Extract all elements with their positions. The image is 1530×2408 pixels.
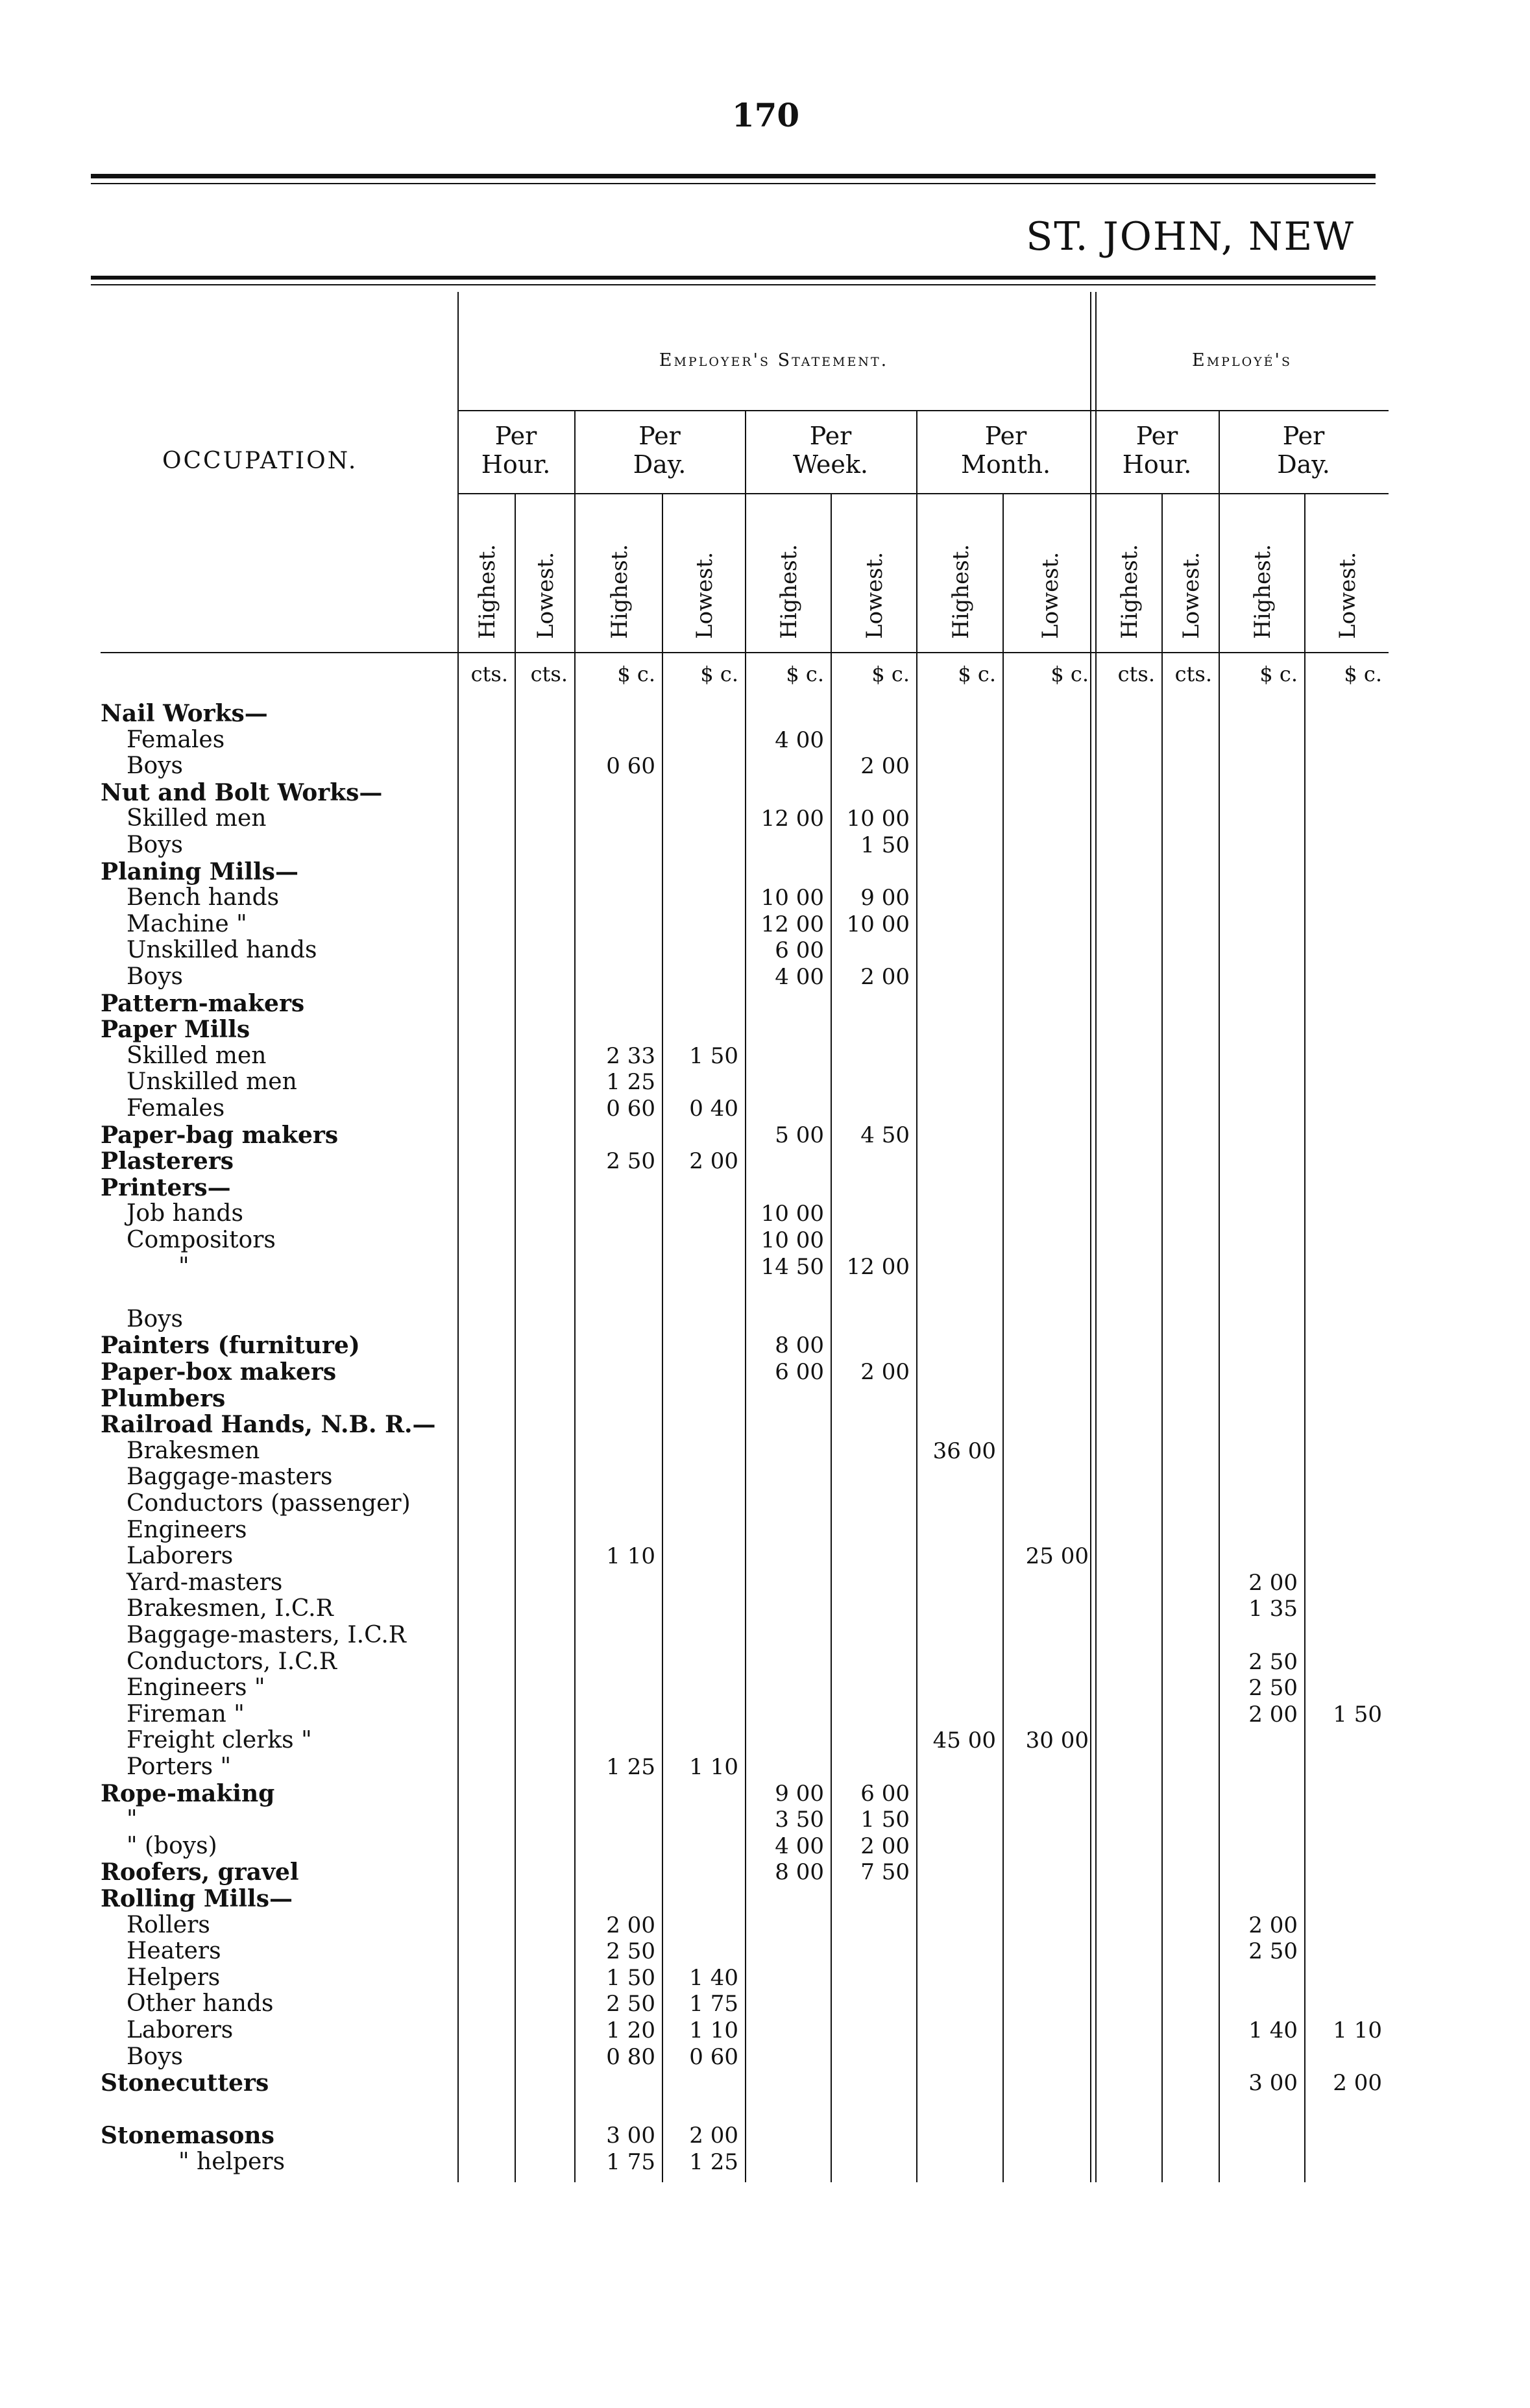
occupation-label: Females xyxy=(127,726,225,753)
period-header: Per Hour. xyxy=(1122,422,1192,479)
period-header: Per Day. xyxy=(633,422,686,479)
column-label-lowest: Lowest. xyxy=(533,551,559,639)
cell-value: 1 50 xyxy=(860,1807,910,1833)
occupation-label: Rollers xyxy=(127,1911,210,1938)
header-employers-statement: Employer's Statement. xyxy=(659,350,889,370)
header-rule-thin xyxy=(91,284,1376,285)
cell-value: 2 33 xyxy=(606,1042,655,1069)
cell-value: 2 50 xyxy=(606,1938,655,1965)
cell-value: 12 00 xyxy=(760,806,824,832)
cell-value: 14 50 xyxy=(760,1253,824,1280)
cell-value: 2 00 xyxy=(860,753,910,780)
occupation-label: Boys xyxy=(127,963,183,990)
occupation-label: Rope-making xyxy=(101,1779,275,1807)
cell-value: 2 00 xyxy=(1248,1569,1298,1596)
cell-value: 6 00 xyxy=(860,1780,910,1807)
occupation-label: Conductors, I.C.R xyxy=(127,1648,337,1675)
occupation-label: Printers— xyxy=(101,1174,231,1201)
occupation-label: Freight clerks " xyxy=(127,1727,312,1754)
column-label-highest: Highest. xyxy=(776,544,802,639)
occupation-label: Other hands xyxy=(127,1990,274,2017)
occupation-label: Plumbers xyxy=(101,1384,226,1412)
cell-value: 2 00 xyxy=(860,1359,910,1385)
column-rule xyxy=(1161,493,1163,2182)
cell-value: 3 00 xyxy=(1248,2070,1298,2097)
cell-value: 1 40 xyxy=(1248,2017,1298,2043)
cell-value: 1 50 xyxy=(1333,1701,1382,1728)
column-rule xyxy=(515,493,516,2182)
occupation-label: Machine " xyxy=(127,910,247,937)
occupation-label: Unskilled men xyxy=(127,1068,297,1096)
header-employes: Employé's xyxy=(1192,350,1292,370)
unit-label: $ c. xyxy=(1259,662,1298,686)
group-header-rule xyxy=(457,410,1389,411)
cell-value: 12 00 xyxy=(846,1253,910,1280)
top-rule-thin xyxy=(91,183,1376,184)
cell-value: 10 00 xyxy=(846,911,910,937)
column-rule xyxy=(1095,292,1097,2182)
cell-value: 2 50 xyxy=(1248,1938,1298,1965)
cell-value: 1 75 xyxy=(689,1991,738,2017)
period-header-rule xyxy=(457,493,1389,494)
occupation-label: Compositors xyxy=(127,1227,276,1253)
column-label-lowest: Lowest. xyxy=(1037,551,1063,639)
cell-value: 2 00 xyxy=(1248,1912,1298,1938)
occupation-label: Paper-box makers xyxy=(101,1358,337,1386)
column-rule xyxy=(831,493,832,2182)
occupation-label: Stonemasons xyxy=(101,2122,274,2150)
occupation-label: Painters (furniture) xyxy=(101,1332,360,1360)
cell-value: 2 00 xyxy=(1333,2070,1382,2097)
occupation-label: Roofers, gravel xyxy=(101,1859,299,1886)
occupation-header: OCCUPATION. xyxy=(162,448,358,474)
cell-value: 1 35 xyxy=(1248,1596,1298,1622)
cell-value: 12 00 xyxy=(760,911,824,937)
occupation-label: Brakesmen, I.C.R xyxy=(127,1595,334,1622)
occupation-label: Boys xyxy=(127,752,183,780)
cell-value: 4 50 xyxy=(860,1122,910,1148)
occupation-label: Yard-masters xyxy=(127,1569,283,1596)
unit-label: $ c. xyxy=(1344,662,1382,686)
top-rule-thick xyxy=(91,174,1376,178)
occupation-label: Heaters xyxy=(127,1938,221,1965)
unit-label: $ c. xyxy=(700,662,738,686)
cell-value: 1 20 xyxy=(606,2017,655,2043)
cell-value: 1 25 xyxy=(689,2149,738,2175)
cell-value: 2 50 xyxy=(1248,1648,1298,1675)
cell-value: 1 25 xyxy=(606,1069,655,1096)
column-label-lowest: Lowest. xyxy=(862,551,888,639)
occupation-label: " xyxy=(127,1806,138,1833)
cell-value: 45 00 xyxy=(932,1728,996,1754)
column-rule xyxy=(662,493,663,2182)
occupation-label: Baggage-masters, I.C.R xyxy=(127,1622,406,1648)
running-head: ST. JOHN, NEW xyxy=(1026,214,1355,259)
column-label-rule xyxy=(101,652,1389,653)
cell-value: 1 25 xyxy=(606,1754,655,1780)
cell-value: 2 00 xyxy=(1248,1701,1298,1728)
occupation-label: Railroad Hands, N.B. R.— xyxy=(101,1411,436,1439)
occupation-label: Helpers xyxy=(127,1964,221,1991)
occupation-label: Paper Mills xyxy=(101,1016,250,1044)
occupation-label: Boys xyxy=(127,1305,183,1332)
cell-value: 3 00 xyxy=(606,2123,655,2149)
occupation-label: Pattern-makers xyxy=(101,989,305,1017)
cell-value: 0 40 xyxy=(689,1096,738,1122)
cell-value: 10 00 xyxy=(760,885,824,911)
period-header: Per Month. xyxy=(960,422,1051,479)
cell-value: 1 10 xyxy=(689,2017,738,2043)
cell-value: 8 00 xyxy=(775,1332,824,1359)
cell-value: 1 75 xyxy=(606,2149,655,2175)
cell-value: 2 00 xyxy=(860,964,910,990)
occupation-label: Stonecutters xyxy=(101,2069,269,2097)
cell-value: 1 10 xyxy=(1333,2017,1382,2043)
occupation-label: Nail Works— xyxy=(101,700,268,727)
cell-value: 2 00 xyxy=(689,2123,738,2149)
occupation-label: Brakesmen xyxy=(127,1437,260,1464)
cell-value: 2 50 xyxy=(1248,1675,1298,1702)
period-header: Per Hour. xyxy=(481,422,551,479)
cell-value: 10 00 xyxy=(846,806,910,832)
occupation-label: Fireman " xyxy=(127,1700,245,1728)
cell-value: 2 00 xyxy=(860,1833,910,1859)
column-label-lowest: Lowest. xyxy=(1178,551,1204,639)
occupation-label: Porters " xyxy=(127,1753,232,1780)
cell-value: 5 00 xyxy=(775,1122,824,1148)
header-rule-thick xyxy=(91,276,1376,280)
occupation-label: Laborers xyxy=(127,2017,234,2043)
occupation-label: Engineers " xyxy=(127,1674,265,1702)
cell-value: 2 00 xyxy=(606,1912,655,1938)
occupation-label: Paper-bag makers xyxy=(101,1121,339,1149)
occupation-label: Females xyxy=(127,1095,225,1122)
column-label-highest: Highest. xyxy=(1250,544,1276,639)
cell-value: 7 50 xyxy=(860,1859,910,1886)
cell-value: 2 50 xyxy=(606,1148,655,1175)
occupation-label: Job hands xyxy=(127,1200,243,1227)
unit-label: cts. xyxy=(1117,662,1155,686)
cell-value: 1 10 xyxy=(606,1543,655,1570)
occupation-label: Boys xyxy=(127,832,183,858)
occupation-label: Plasterers xyxy=(101,1148,234,1175)
occupation-label: Engineers xyxy=(127,1516,247,1543)
occupation-label: " xyxy=(178,1253,189,1280)
occupation-label: Boys xyxy=(127,2043,183,2070)
occupation-label: Skilled men xyxy=(127,1042,267,1069)
cell-value: 1 50 xyxy=(689,1042,738,1069)
column-label-highest: Highest. xyxy=(947,544,974,639)
cell-value: 36 00 xyxy=(932,1438,996,1464)
unit-label: $ c. xyxy=(786,662,824,686)
cell-value: 1 50 xyxy=(606,1964,655,1991)
cell-value: 0 60 xyxy=(606,753,655,780)
unit-label: $ c. xyxy=(958,662,996,686)
unit-label: $ c. xyxy=(871,662,910,686)
cell-value: 25 00 xyxy=(1025,1543,1089,1570)
cell-value: 0 60 xyxy=(606,1096,655,1122)
occupation-label: Bench hands xyxy=(127,884,280,911)
unit-label: cts. xyxy=(470,662,508,686)
column-label-highest: Highest. xyxy=(474,544,500,639)
cell-value: 4 00 xyxy=(775,964,824,990)
occupation-label: " (boys) xyxy=(127,1832,217,1859)
occupation-label: " helpers xyxy=(178,2149,285,2175)
period-header: Per Week. xyxy=(792,422,869,479)
column-label-highest: Highest. xyxy=(606,544,633,639)
occupation-label: Conductors (passenger) xyxy=(127,1490,411,1517)
cell-value: 6 00 xyxy=(775,1359,824,1385)
cell-value: 2 50 xyxy=(606,1991,655,2017)
column-label-highest: Highest. xyxy=(1117,544,1143,639)
unit-label: cts. xyxy=(530,662,568,686)
occupation-label: Planing Mills— xyxy=(101,858,298,885)
cell-value: 0 80 xyxy=(606,2043,655,2070)
occupation-label: Rolling Mills— xyxy=(101,1885,293,1912)
occupation-label: Skilled men xyxy=(127,805,267,832)
cell-value: 1 50 xyxy=(860,832,910,858)
cell-value: 10 00 xyxy=(760,1227,824,1253)
cell-value: 9 00 xyxy=(860,885,910,911)
page-number: 170 xyxy=(731,96,800,134)
occupation-label: Nut and Bolt Works— xyxy=(101,778,383,806)
cell-value: 10 00 xyxy=(760,1201,824,1227)
cell-value: 6 00 xyxy=(775,937,824,964)
unit-label: $ c. xyxy=(1050,662,1089,686)
cell-value: 4 00 xyxy=(775,727,824,753)
cell-value: 4 00 xyxy=(775,1833,824,1859)
cell-value: 3 50 xyxy=(775,1807,824,1833)
period-header: Per Day. xyxy=(1277,422,1330,479)
section-double-rule xyxy=(1090,292,1091,2182)
cell-value: 9 00 xyxy=(775,1780,824,1807)
cell-value: 8 00 xyxy=(775,1859,824,1886)
unit-label: cts. xyxy=(1174,662,1212,686)
column-rule xyxy=(1002,493,1004,2182)
column-rule xyxy=(1304,493,1305,2182)
cell-value: 1 10 xyxy=(689,1754,738,1780)
occupation-label: Laborers xyxy=(127,1543,234,1570)
cell-value: 30 00 xyxy=(1025,1728,1089,1754)
unit-label: $ c. xyxy=(617,662,655,686)
cell-value: 0 60 xyxy=(689,2043,738,2070)
column-rule xyxy=(457,292,459,2182)
cell-value: 1 40 xyxy=(689,1964,738,1991)
occupation-label: Unskilled hands xyxy=(127,937,317,964)
occupation-label: Baggage-masters xyxy=(127,1463,333,1491)
column-label-lowest: Lowest. xyxy=(692,551,718,639)
cell-value: 2 00 xyxy=(689,1148,738,1175)
column-label-lowest: Lowest. xyxy=(1335,551,1361,639)
